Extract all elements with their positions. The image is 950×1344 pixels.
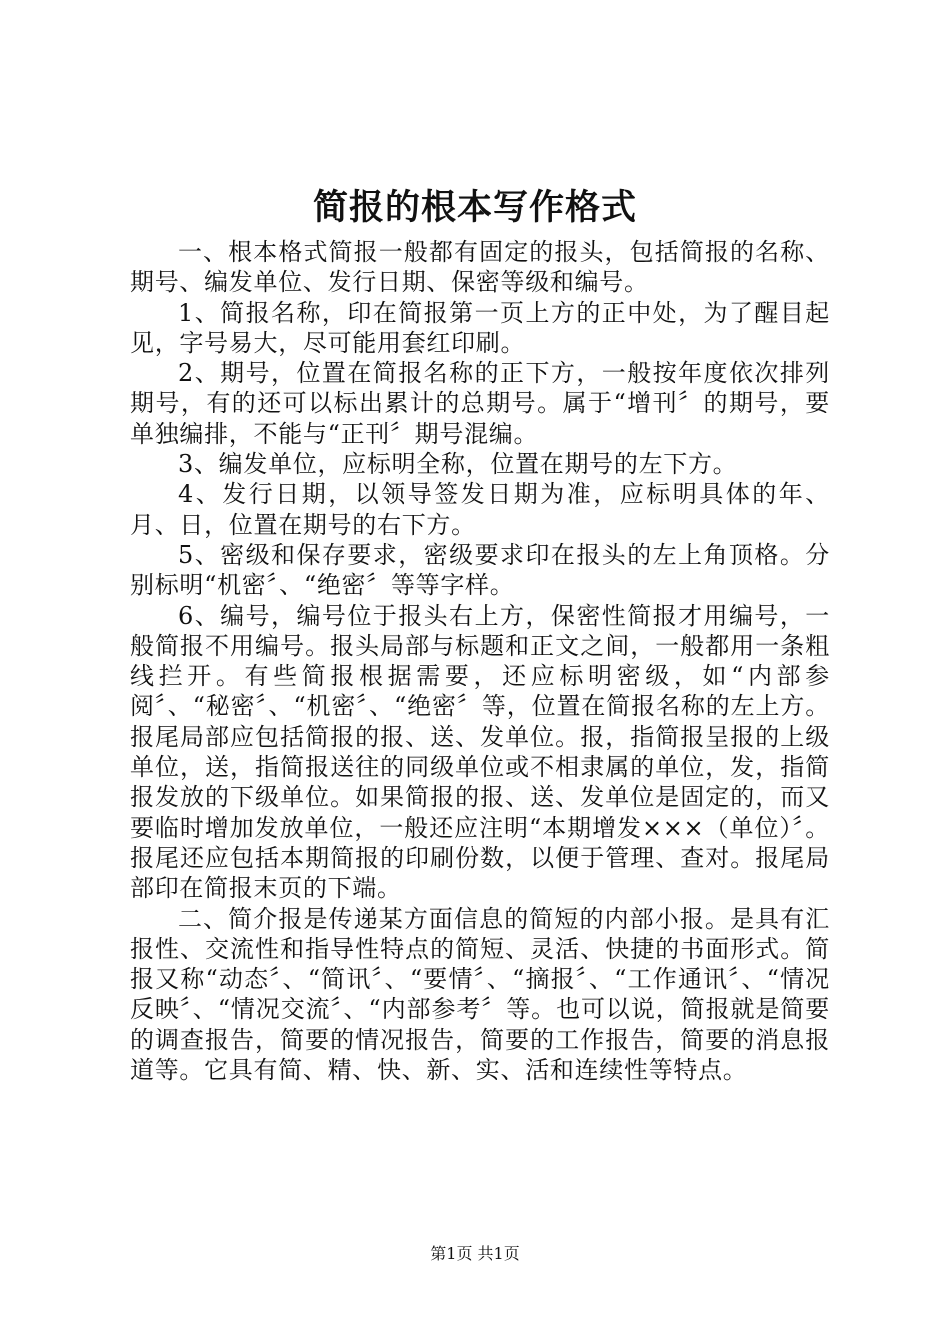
page-title: 简报的根本写作格式 — [312, 188, 637, 228]
paragraph-classification: 5、密级和保存要求，密级要求印在报头的左上角顶格。分别标明“机密〞、“绝密〞等等字样。 — [130, 540, 830, 600]
paragraph-introduction: 二、简介报是传递某方面信息的简短的内部小报。是具有汇报性、交流性和指导性特点的简短、灵活、快捷的书面形式。简报又称“动态〞、“简讯〞、“要情〞、“摘报〞、“工作通讯〞、“情况反映〞、“情况交流〞、“内部参考〞等。也可以说，简报就是简要的调查报告，简要的情况报告，简要的工作报告，简要的消息报道等。它具有简、精、快、新、实、活和连续性等特点。 — [130, 904, 830, 1085]
paragraph-issue-date: 4、发行日期，以领导签发日期为准，应标明具体的年、月、日，位置在期号的右下方。 — [130, 480, 830, 539]
document-body — [130, 237, 830, 1085]
page-footer: 第1页 共1页 — [430, 1244, 520, 1263]
paragraph-name: 1、简报名称，印在简报第一页上方的正中处，为了醒目起见，字号易大，尽可能用套红印刷。 — [130, 298, 830, 357]
paragraph-issue-number: 2、期号，位置在简报名称的正下方，一般按年度依次排列期号，有的还可以标出累计的总期号。属于“增刊〞的期号，要单独编排，不能与“正刊〞期号混编。 — [130, 359, 830, 448]
paragraph-basic-format: 一、根本格式简报一般都有固定的报头，包括简报的名称、期号、编发单位、发行日期、保密等级和编号。 — [130, 238, 830, 297]
paragraph-serial-number: 6、编号，编号位于报头右上方，保密性简报才用编号，一般简报不用编号。报头局部与标题和正文之间，一般都用一条粗线拦开。有些简报根据需要，还应标明密级，如“内部参阅〞、“秘密〞、“机密〞、“绝密〞等，位置在简报名称的左上方。报尾局部应包括简报的报、送、发单位。报，指简报呈报的上级单位，送，指简报送往的同级单位或不相隶属的单位，发，指简报发放的下级单位。如果简报的报、送、发单位是固定的，而又要临时增加发放单位，一般还应注明“本期增发×××（单位）〞。报尾还应包括本期简报的印刷份数，以便于管理、查对。报尾局部印在简报末页的下端。 — [130, 601, 830, 903]
paragraph-issuing-unit: 3、编发单位，应标明全称，位置在期号的左下方。 — [178, 450, 738, 479]
